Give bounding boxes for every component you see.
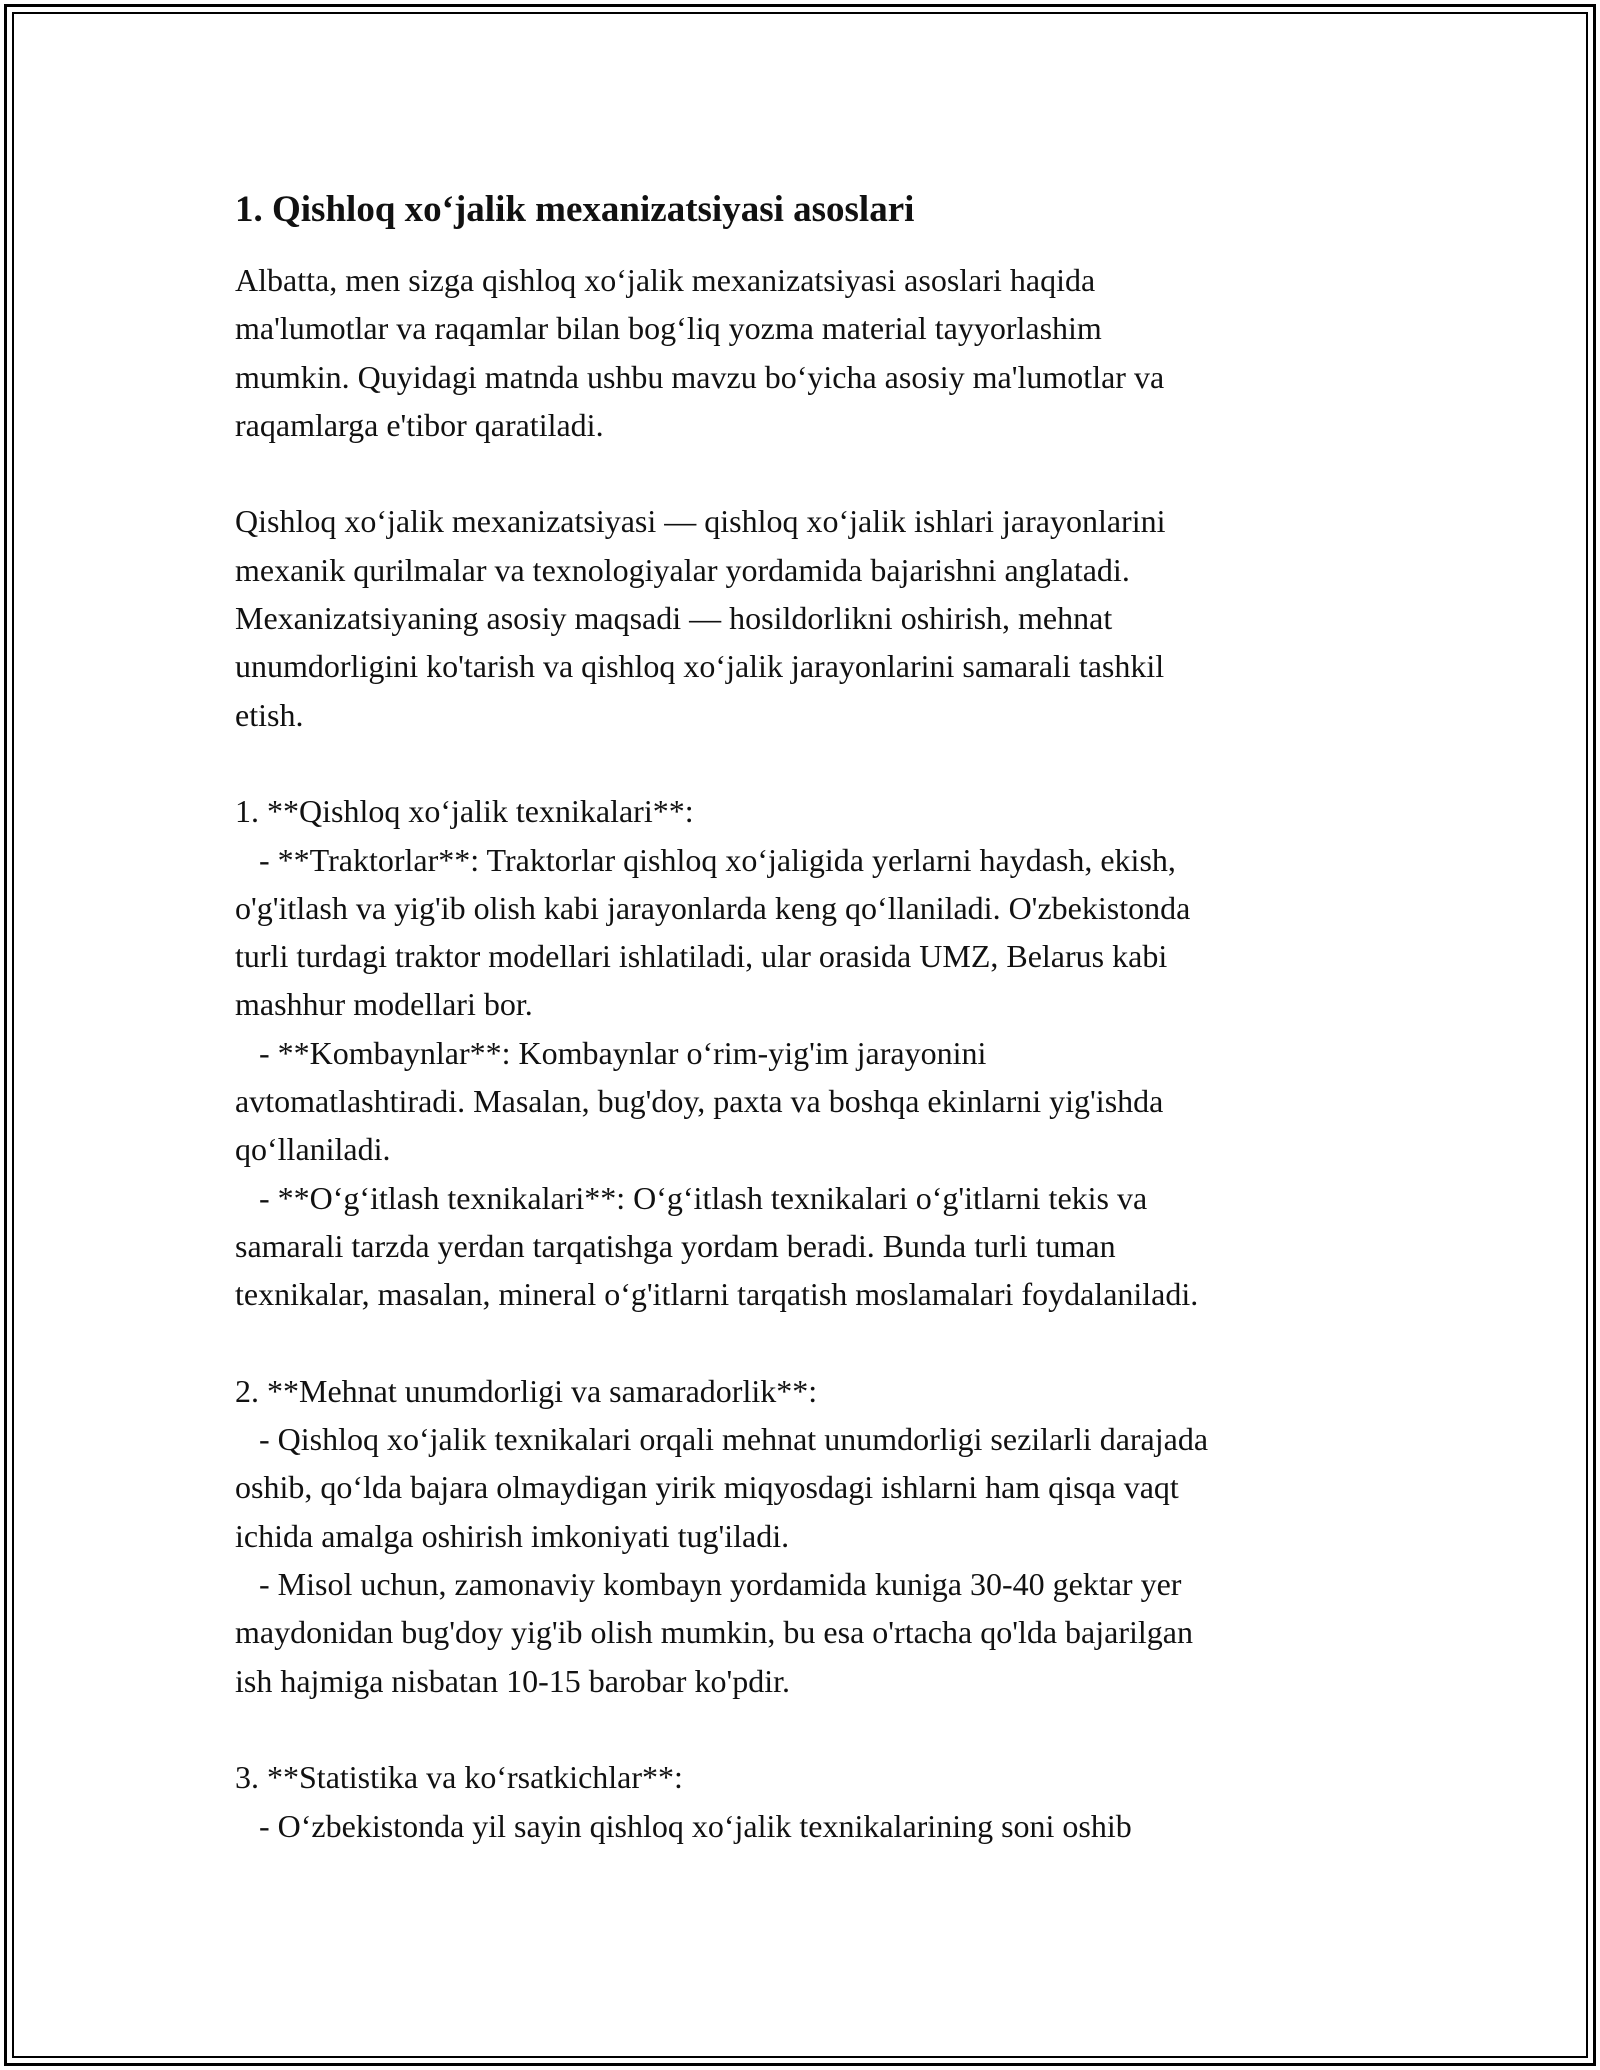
document-title: 1. Qishloq xo‘jalik mexanizatsiyasi asoslari	[235, 189, 915, 230]
document-content	[235, 186, 1375, 1850]
document-body: Albatta, men sizga qishloq xo‘jalik mexanizatsiyasi asoslari haqida ma'lumotlar va raqamlar bilan bog‘liq yozma material tayyorlashim mumkin. Quyidagi matnda ushbu mavzu bo‘yicha asosiy ma'lumotlar va raqamlarga e'tibor qaratiladi. Qishloq xo‘jalik mexanizatsiyasi — qishloq xo‘jalik ishlari jarayonlarini mexanik qurilmalar va texnologiyalar yordamida bajarishni anglatadi. Mexanizatsiyaning asosiy maqsadi — hosildorlikni oshirish, mehnat unumdorligini ko'tarish va qishloq xo‘jalik jarayonlarini samarali tashkil etish. 1. **Qishloq xo‘jalik texnikalari**: - **Traktorlar**: Traktorlar qishloq xo‘jaligida yerlarni haydash, ekish, o'g'itlash va yig'ib olish kabi jarayonlarda keng qo‘llaniladi. O'zbekistonda turli turdagi traktor modellari ishlatiladi, ular orasida UMZ, Belarus kabi mashhur modellari bor. - **Kombaynlar**: Kombaynlar o‘rim-yig'im jarayonini avtomatlashtiradi. Masalan, bug'doy, paxta va boshqa ekinlarni yig'ishda qo‘llaniladi. - **O‘g‘itlash texnikalari**: O‘g‘itlash texnikalari o‘g'itlarni tekis va samarali tarzda yerdan tarqatishga yordam beradi. Bunda turli tuman texnikalar, masalan, mineral o‘g'itlarni tarqatish moslamalari foydalaniladi. 2. **Mehnat unumdorligi va samaradorlik**: - Qishloq xo‘jalik texnikalari orqali mehnat unumdorligi sezilarli darajada oshib, qo‘lda bajara olmaydigan yirik miqyosdagi ishlarni ham qisqa vaqt ichida amalga oshirish imkoniyati tug'iladi. - Misol uchun, zamonaviy kombayn yordamida kuniga 30-40 gektar yer maydonidan bug'doy yig'ib olish mumkin, bu esa o'rtacha qo'lda bajarilgan ish hajmiga nisbatan 10-15 barobar ko'pdir. 3. **Statistika va ko‘rsatkichlar**: - O‘zbekistonda yil sayin qishloq xo‘jalik texnikalarining soni oshib	[235, 262, 1209, 1844]
